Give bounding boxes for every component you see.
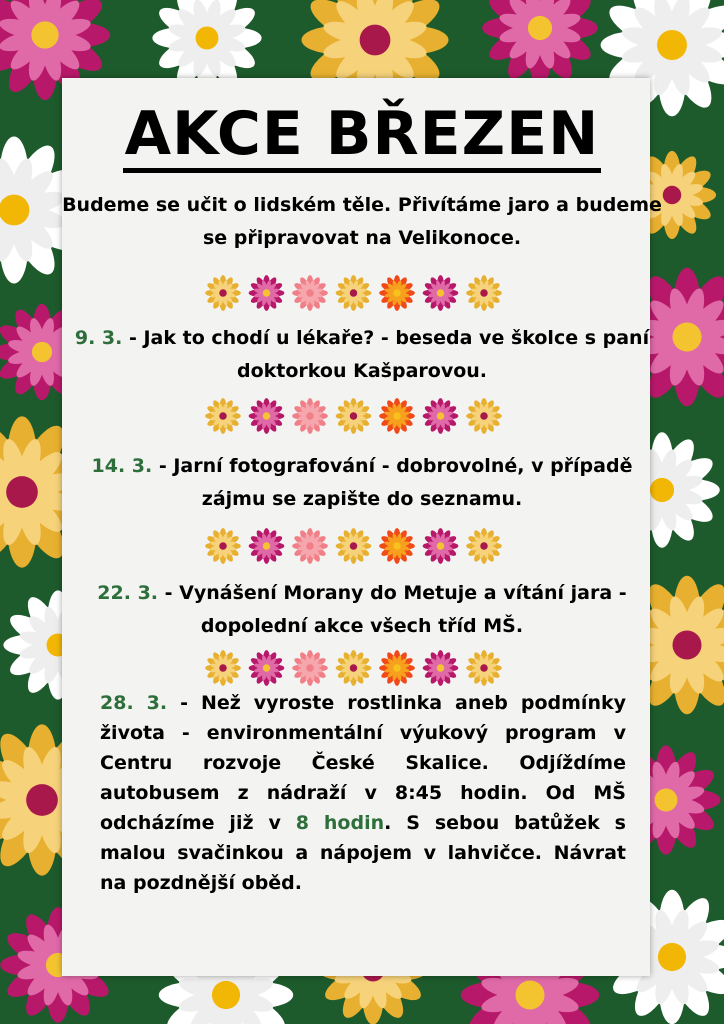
event-description-end: . S sebou batůžek s malou svačinkou a nápojem v lahvičce. Návrat na pozdnější oběd. (100, 812, 626, 894)
event-date: 14. 3. (91, 455, 153, 477)
event-item (62, 577, 662, 643)
event-date: 9. 3. (74, 327, 123, 349)
event-description: - Než vyroste rostlinka aneb podmínky života - environmentální výukový program v Centru rozvoje České Skalice. Odjíždíme autobusem z nádraží v 8:45 hodin. Od MŠ odcházíme již v (100, 692, 626, 834)
event-highlight-time: 8 hodin (295, 812, 385, 834)
title-text: AKCE BŘEZEN (123, 100, 602, 173)
event-item (62, 322, 662, 388)
intro-text: Budeme se učit o lidském těle. Přivítáme jaro a budeme se připravovat na Velikonoce. (62, 194, 662, 249)
event-item (62, 450, 662, 516)
event-description: - Jak to chodí u lékaře? - beseda ve školce s paní doktorkou Kašparovou. (122, 327, 650, 382)
event-date: 22. 3. (97, 582, 159, 604)
event-description: - Jarní fotografování - dobrovolné, v případě zájmu se zapište do seznamu. (152, 455, 633, 510)
event-date: 28. 3. (100, 692, 168, 714)
page-title (0, 100, 724, 173)
event-description: - Vynášení Morany do Metuje a vítání jara - dopolední akce všech tříd MŠ. (158, 582, 627, 637)
event-item (100, 688, 626, 898)
